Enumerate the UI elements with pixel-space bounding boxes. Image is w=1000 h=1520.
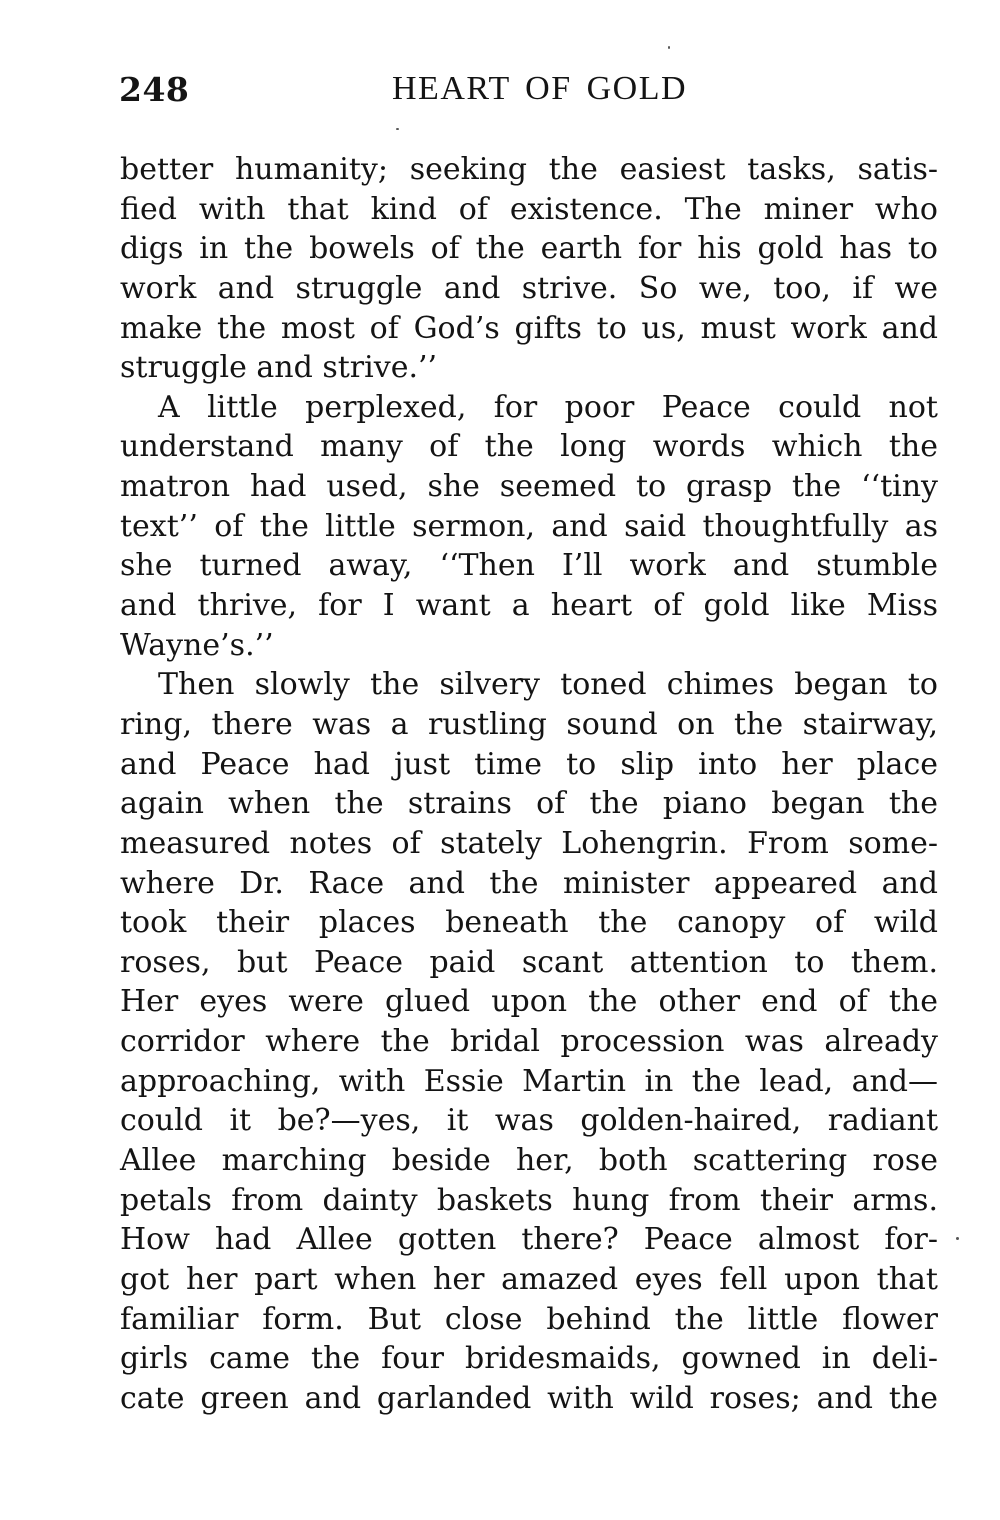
text-line: took their places beneath the canopy of wild xyxy=(120,905,938,941)
text-line: approaching, with Essie Martin in the lead, and— xyxy=(120,1063,938,1099)
paragraph-first-line: A little perplexed, for poor Peace could not xyxy=(158,389,938,425)
text-line: fied with that kind of existence. The miner who xyxy=(120,191,938,227)
paragraph-first-line: Then slowly the silvery toned chimes began to xyxy=(158,667,938,703)
text-line: measured notes of stately Lohengrin. From some- xyxy=(120,825,938,861)
text-line: matron had used, she seemed to grasp the ‘‘tiny xyxy=(120,469,938,505)
text-line: corridor where the bridal procession was already xyxy=(120,1024,938,1060)
text-line: digs in the bowels of the earth for his gold has to xyxy=(120,231,938,267)
text-line: familiar form. But close behind the little flower xyxy=(120,1301,938,1337)
text-line: ring, there was a rustling sound on the stairway, xyxy=(120,706,938,742)
body-text xyxy=(120,150,938,1419)
text-line: where Dr. Race and the minister appeared and xyxy=(120,865,938,901)
text-line: she turned away, ‘‘Then I’ll work and stumble xyxy=(120,548,938,584)
text-line: understand many of the long words which the xyxy=(120,429,938,465)
text-line: struggle and strive.’’ xyxy=(120,350,438,386)
text-line: How had Allee gotten there? Peace almost for- xyxy=(120,1222,938,1258)
text-line: and thrive, for I want a heart of gold like Miss xyxy=(120,588,938,624)
text-line: text’’ of the little sermon, and said thoughtfully as xyxy=(120,508,938,544)
text-line: roses, but Peace paid scant attention to them. xyxy=(120,944,938,980)
text-line: better humanity; seeking the easiest tasks, satis- xyxy=(120,152,938,187)
text-line: again when the strains of the piano began the xyxy=(120,786,938,822)
text-line: petals from dainty baskets hung from their arms. xyxy=(120,1182,938,1218)
scan-speck xyxy=(396,128,399,130)
text-line: got her part when her amazed eyes fell upon that xyxy=(120,1261,938,1297)
text-line: Allee marching beside her, both scattering rose xyxy=(120,1143,938,1179)
page-header xyxy=(119,70,935,114)
page-number: 248 xyxy=(119,70,190,109)
scan-speck xyxy=(668,46,670,49)
scan-speck xyxy=(956,1237,959,1240)
text-line: make the most of God’s gifts to us, must work and xyxy=(120,310,938,346)
running-head-title: HEART OF GOLD xyxy=(392,70,688,107)
text-line: could it be?—yes, it was golden-haired, radiant xyxy=(120,1103,938,1139)
text-line: and Peace had just time to slip into her place xyxy=(120,746,938,782)
text-line: work and struggle and strive. So we, too, if we xyxy=(120,270,938,306)
text-line: cate green and garlanded with wild roses; and the xyxy=(120,1380,938,1416)
text-line: girls came the four bridesmaids, gowned in deli- xyxy=(120,1341,938,1377)
text-line: Wayne’s.’’ xyxy=(120,627,274,663)
text-line: Her eyes were glued upon the other end of the xyxy=(120,984,938,1020)
